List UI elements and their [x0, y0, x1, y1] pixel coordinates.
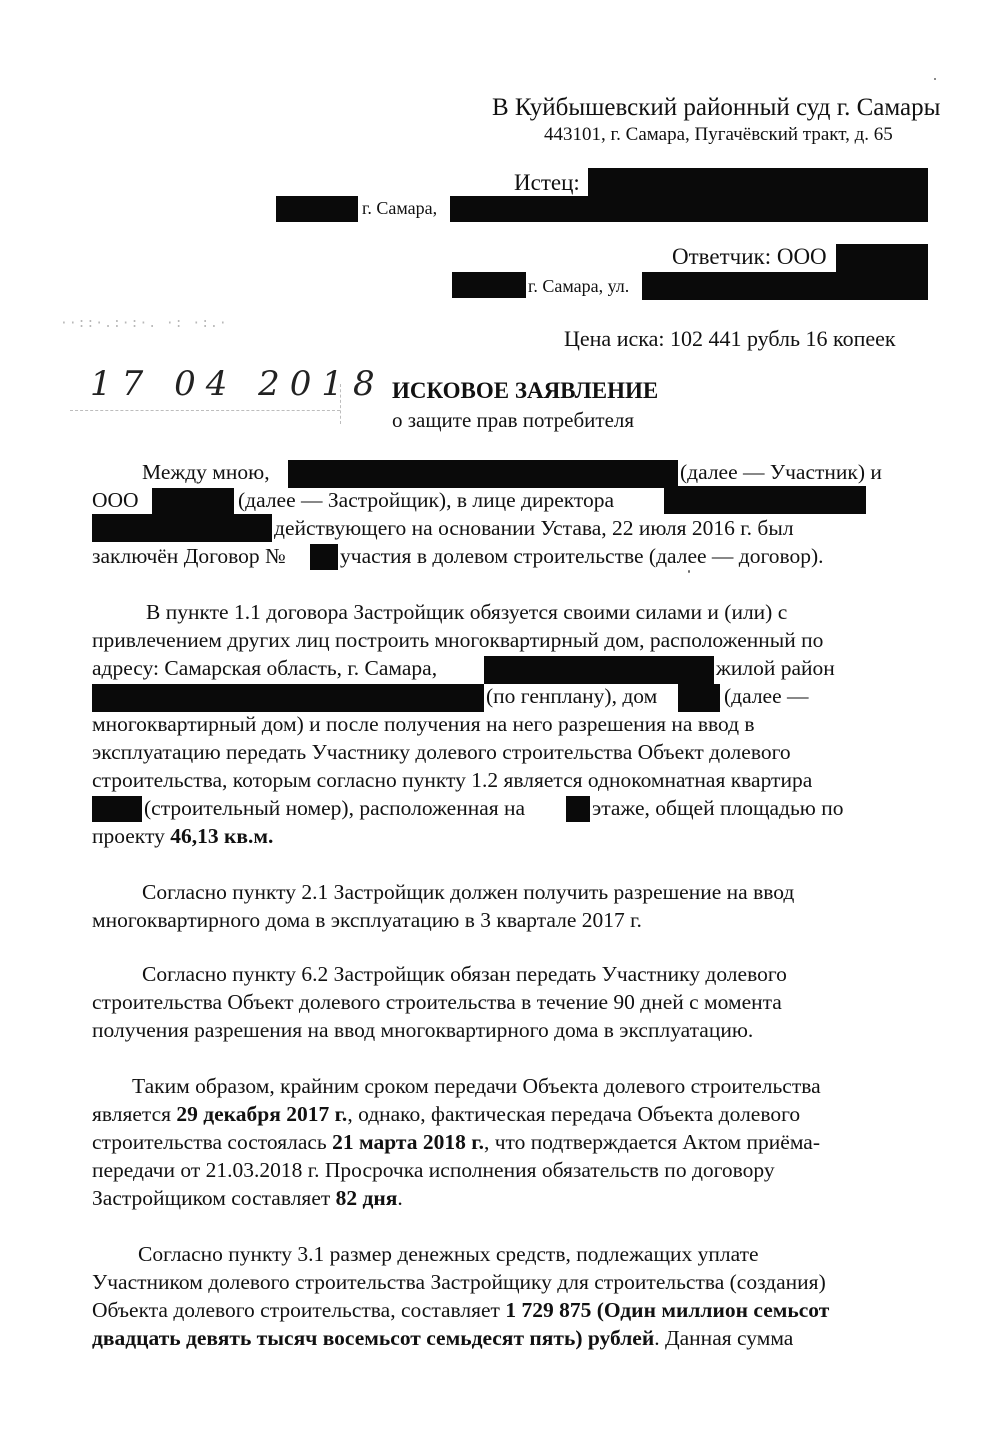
document-title: ИСКОВОЕ ЗАЯВЛЕНИЕ — [392, 378, 659, 403]
redaction-house-number — [678, 684, 720, 712]
redaction-director-name-b — [92, 514, 272, 542]
p2-line4-end: (далее — — [724, 684, 809, 708]
p5-line5-end: . — [397, 1186, 403, 1210]
redaction-plaintiff-address — [450, 196, 928, 222]
scan-speck — [934, 78, 936, 80]
p5-actual-date: 21 марта 2018 г. — [332, 1130, 484, 1154]
p3-line1: Согласно пункту 2.1 Застройщик должен получить разрешение на ввод — [142, 880, 795, 904]
handwritten-date: 17 04 2018 — [90, 364, 385, 404]
p5-line2-start: является — [92, 1102, 172, 1126]
p5-line3-start: строительства состоялась — [92, 1130, 327, 1154]
p4-line1: Согласно пункту 6.2 Застройщик обязан передать Участнику долевого — [142, 962, 787, 986]
court-name: В Куйбышевский районный суд г. Самары — [492, 94, 941, 121]
p4-line3: получения разрешения на ввод многоквартирного дома в эксплуатацию. — [92, 1018, 754, 1042]
p6-line3 — [92, 1298, 829, 1323]
defendant-city: г. Самара, ул. — [528, 276, 630, 296]
p2-line8-start: (строительный номер), расположенная на — [144, 796, 526, 820]
plaintiff-city: г. Самара, — [362, 198, 438, 218]
redaction-address-street — [484, 656, 714, 684]
p4-line2: строительства Объект долевого строительства в течение 90 дней с момента — [92, 990, 782, 1014]
court-address: 443101, г. Самара, Пугачёвский тракт, д. 65 — [544, 124, 893, 145]
p2-area-value: 46,13 кв.м. — [170, 824, 274, 848]
p2-line3-start: адресу: Самарская область, г. Самара, — [92, 656, 438, 680]
p2-line5: многоквартирный дом) и после получения на него разрешения на ввод в — [92, 712, 755, 736]
p2-line9-start: проекту — [92, 824, 165, 848]
p5-line2-end: , однако, фактическая передача Объекта долевого — [347, 1102, 801, 1126]
redaction-apartment-number — [92, 796, 142, 822]
document-subtitle: о защите прав потребителя — [392, 408, 635, 432]
p2-line7: строительства, которым согласно пункту 1.2 является однокомнатная квартира — [92, 768, 813, 792]
p2-line1: В пункте 1.1 договора Застройщик обязуется своими силами и (или) с — [146, 600, 788, 624]
p6-line3-start: Объекта долевого строительства, составляет — [92, 1298, 500, 1322]
claim-price: Цена иска: 102 441 рубль 16 копеек — [564, 326, 896, 351]
p6-line4 — [92, 1326, 793, 1351]
redaction-plaintiff-name — [588, 168, 928, 196]
redaction-defendant-name — [836, 244, 928, 274]
p2-line8-end: этаже, общей площадью по — [592, 796, 844, 820]
redaction-contract-number — [310, 544, 338, 570]
redaction-floor-number — [566, 796, 590, 822]
p5-line3 — [92, 1130, 820, 1155]
p2-line3-end: жилой район — [716, 656, 835, 680]
p1-line2-start: ООО — [92, 488, 139, 512]
stamp-vertical-line — [340, 384, 342, 424]
p6-amount: 1 729 875 (Один миллион семьсот — [505, 1298, 830, 1322]
stamp-line — [70, 410, 340, 412]
defendant-label: Ответчик: ООО — [672, 244, 827, 269]
scan-speck — [688, 570, 690, 573]
p5-line2 — [92, 1102, 800, 1127]
p6-line1: Согласно пункту 3.1 размер денежных средств, подлежащих уплате — [138, 1242, 759, 1266]
redaction-developer-name — [152, 488, 234, 514]
p5-line5-start: Застройщиком составляет — [92, 1186, 331, 1210]
redaction-plaintiff-index — [276, 196, 358, 222]
redaction-participant-name — [288, 460, 678, 488]
p3-line2: многоквартирного дома в эксплуатацию в 3 квартале 2017 г. — [92, 908, 642, 932]
p1-line4-end: участия в долевом строительстве (далее — договор). — [340, 544, 824, 568]
p1-line1-start: Между мною, — [142, 460, 270, 484]
redaction-director-name-a — [664, 486, 866, 514]
p5-line4: передачи от 21.03.2018 г. Просрочка исполнения обязательств по договору — [92, 1158, 775, 1182]
p5-line1: Таким образом, крайним сроком передачи Объекта долевого строительства — [132, 1074, 821, 1098]
p6-line4-end: . Данная сумма — [654, 1326, 794, 1350]
redaction-district — [92, 684, 484, 712]
p5-line5 — [92, 1186, 403, 1211]
p5-delay-days: 82 дня — [335, 1186, 398, 1210]
p1-line3: действующего на основании Устава, 22 июля 2016 г. был — [274, 516, 794, 540]
p1-line4-start: заключён Договор № — [92, 544, 286, 568]
faded-stamp: ··::·.:·:·. ·: ·:.· — [60, 316, 228, 331]
p2-line6: эксплуатацию передать Участнику долевого строительства Объект долевого — [92, 740, 791, 764]
p2-line4-start: (по генплану), дом — [486, 684, 658, 708]
redaction-defendant-index — [452, 272, 526, 298]
p6-amount-words: двадцать девять тысяч восемьсот семьдесят пять) рублей — [92, 1326, 655, 1350]
p5-line3-end: , что подтверждается Актом приёма- — [483, 1130, 820, 1154]
p5-deadline-date: 29 декабря 2017 г. — [176, 1102, 348, 1126]
p2-line2: привлечением других лиц построить многоквартирный дом, расположенный по — [92, 628, 824, 652]
p2-line9 — [92, 824, 273, 849]
redaction-defendant-address — [642, 272, 928, 300]
p6-line2: Участником долевого строительства Застройщику для строительства (создания) — [92, 1270, 826, 1294]
p1-line2-end: (далее — Застройщик), в лице директора — [238, 488, 615, 512]
plaintiff-label: Истец: — [514, 170, 580, 195]
p1-line1-end: (далее — Участник) и — [680, 460, 882, 484]
